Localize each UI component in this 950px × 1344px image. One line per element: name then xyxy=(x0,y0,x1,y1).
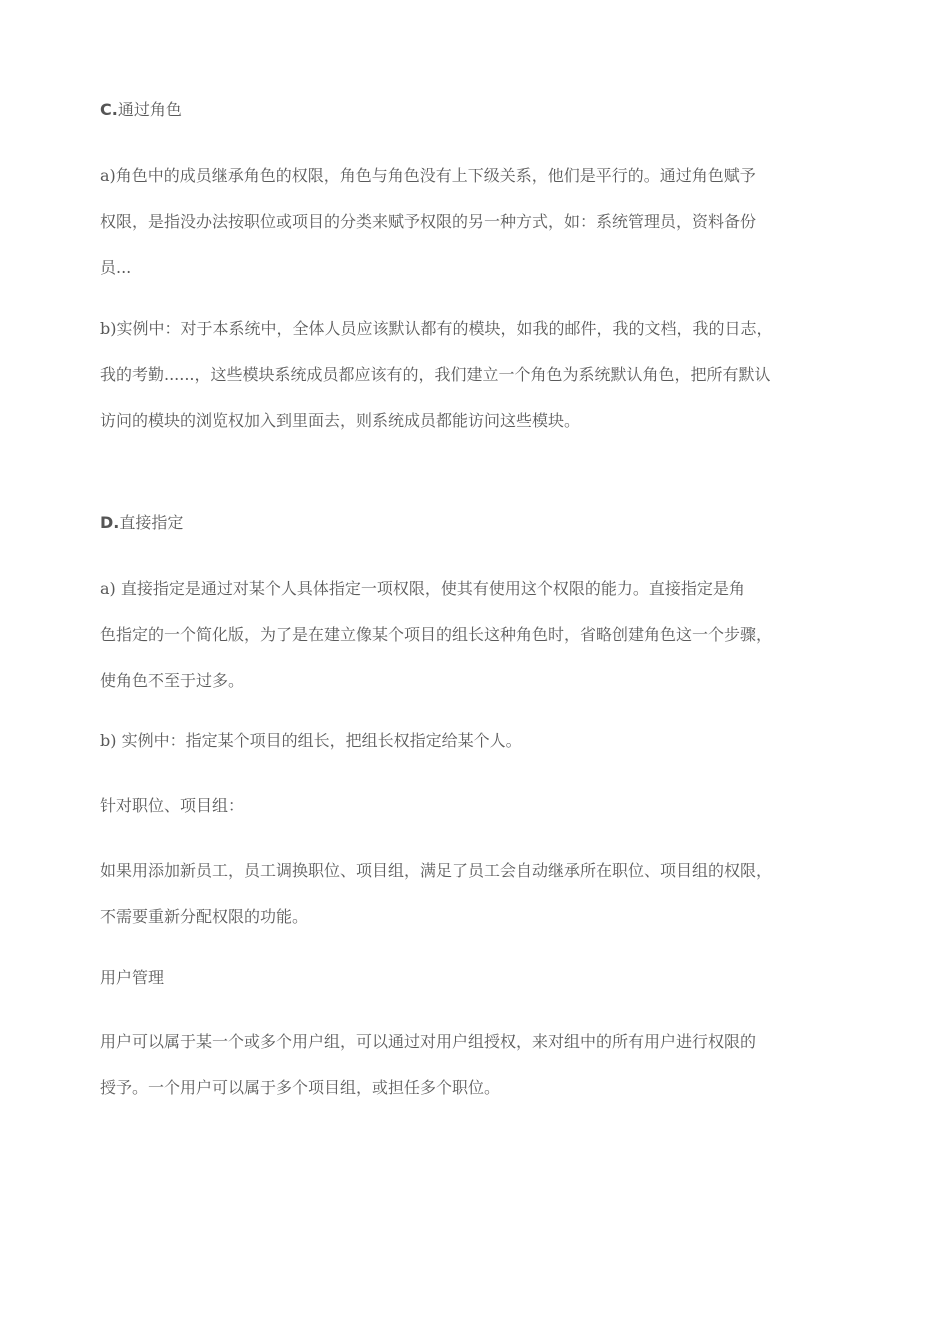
paragraph-line: b) 实例中：指定某个项目的组长，把组长权指定给某个人。 xyxy=(100,731,522,750)
section-d-paragraph-b xyxy=(100,718,860,764)
section-d-paragraph-a xyxy=(100,566,860,704)
paragraph-line: b)实例中：对于本系统中，全体人员应该默认都有的模块，如我的邮件，我的文档，我的日志， xyxy=(100,319,773,338)
position-group-heading xyxy=(100,783,860,829)
user-management-heading xyxy=(100,955,860,1001)
paragraph-line: a) 直接指定是通过对某个人具体指定一项权限，使其有使用这个权限的能力。直接指定是角 xyxy=(100,579,745,598)
section-c-paragraph-a xyxy=(100,153,860,291)
paragraph-line: a)角色中的成员继承角色的权限，角色与角色没有上下级关系，他们是平行的。通过角色赋予 xyxy=(100,166,756,185)
paragraph-line: 我的考勤......，这些模块系统成员都应该有的，我们建立一个角色为系统默认角色，把所有默认 xyxy=(100,365,771,384)
paragraph-line: 访问的模块的浏览权加入到里面去，则系统成员都能访问这些模块。 xyxy=(100,411,581,430)
paragraph-line: 使角色不至于过多。 xyxy=(100,671,245,690)
position-group-paragraph xyxy=(100,848,860,940)
section-c-title: 通过角色 xyxy=(117,100,182,119)
section-d-title: 直接指定 xyxy=(119,513,184,532)
paragraph-line: 不需要重新分配权限的功能。 xyxy=(100,907,309,926)
section-d-heading xyxy=(100,512,183,534)
paragraph-line: 授予。一个用户可以属于多个项目组，或担任多个职位。 xyxy=(100,1078,501,1097)
paragraph-line: 用户管理 xyxy=(100,968,165,987)
section-d-mark: D. xyxy=(100,513,120,532)
paragraph-line: 色指定的一个简化版，为了是在建立像某个项目的组长这种角色时，省略创建角色这一个步骤， xyxy=(100,625,773,644)
paragraph-line: 权限，是指没办法按职位或项目的分类来赋予权限的另一种方式，如：系统管理员，资料备份 xyxy=(100,212,757,231)
section-c-paragraph-b xyxy=(100,306,860,444)
section-c-heading xyxy=(100,99,182,121)
section-c-mark: C. xyxy=(100,100,118,119)
paragraph-line: 如果用添加新员工，员工调换职位、项目组，满足了员工会自动继承所在职位、项目组的权限， xyxy=(100,861,773,880)
paragraph-line: 用户可以属于某一个或多个用户组，可以通过对用户组授权，来对组中的所有用户进行权限的 xyxy=(100,1032,757,1051)
paragraph-line: 员... xyxy=(100,258,132,277)
paragraph-line: 针对职位、项目组： xyxy=(100,796,245,815)
user-management-paragraph xyxy=(100,1019,860,1111)
